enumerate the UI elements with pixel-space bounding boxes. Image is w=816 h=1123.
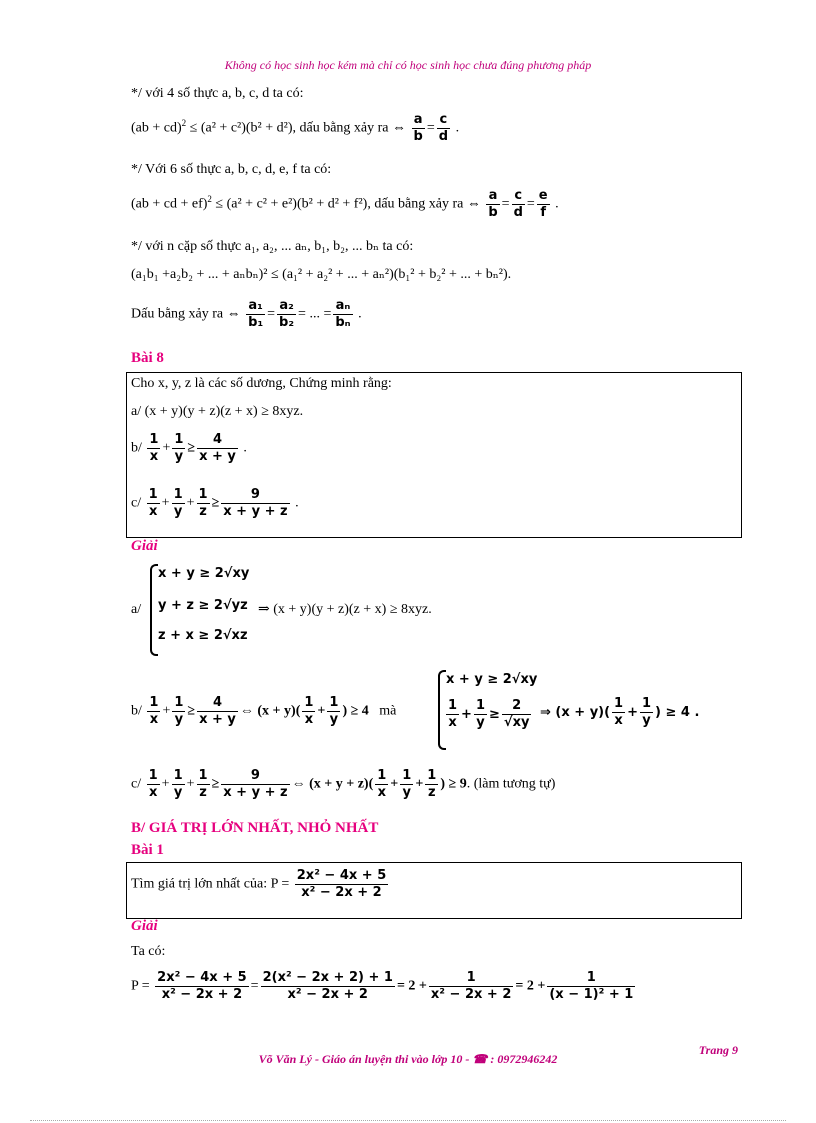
page-header: Không có học sinh học kém mà chỉ có học sinh học chưa đúng phương pháp — [224, 58, 592, 72]
bai1-question: Tìm giá trị lớn nhất của: P = $\frac{\text{2x² − 4x + 5}}{\text{x² − 2x + 2}}$ — [131, 868, 387, 900]
sol-a-label: a/ — [131, 602, 142, 617]
csn-equality: Dấu bằng xảy ra ⇔ $\frac{\text{a₁}}{\text{b₁}}$ = $\frac{\text{a₂}}{\text{b₂}}$ = ... = $\frac{\text{aₙ}}{\text{bₙ}}$ . — [131, 298, 362, 330]
sol-b-concl: ⇒ (x + y)( $\frac{1}{x}$ + $\frac{1}{y}$ ) ≥ 4 . — [540, 696, 700, 728]
giai-label: Giải — [131, 918, 158, 934]
bai8-a: a/ (x + y)(y + z)(z + x) ≥ 8xyz. — [131, 404, 304, 419]
bai8-c: c/ $\frac{1}{x}$ + $\frac{1}{y}$ + $\frac{1}{z}$ ≥ $\frac{9}{x + y + z}$ . — [131, 487, 299, 519]
section-b-title: B/ GIÁ TRỊ LỚN NHẤT, NHỎ NHẤT — [131, 820, 379, 836]
cs6-intro: */ Với 6 số thực a, b, c, d, e, f ta có: — [131, 162, 332, 177]
brace — [150, 564, 158, 656]
sol-c: c/ $\frac{1}{x}$ + $\frac{1}{y}$ + $\frac{1}{z}$ ≥ $\frac{9}{x + y + z}$ ⇔ (x + y + z)( $\frac{1}{x}$ + $\frac{1}{y}$ + $\frac{1}{z}$ ) ≥ 9. (làm tương tự) — [131, 768, 556, 800]
bai8-b: b/ $\frac{1}{x}$ + $\frac{1}{y}$ ≥ $\frac{4}{x + y}$ . — [131, 432, 247, 464]
page-number: Trang 9 — [698, 1043, 738, 1057]
page-footer: Võ Văn Lý - Giáo án luyện thi vào lớp 10 - ☎ : 0972946242 — [258, 1052, 558, 1066]
sol-b: b/ $\frac{1}{x}$ + $\frac{1}{y}$ ≥ $\frac{4}{x + y}$ ⇔ (x + y)( $\frac{1}{x}$ + $\frac{1}{y}$ ) ≥ 4 mà — [131, 695, 397, 727]
cs6-formula: (ab + cd + ef)$^2$ ≤ (a² + c² + e²)(b² + d² + f²), dấu bằng xảy ra ⇔ $\frac{a}{b}$ = $\frac{c}{d}$ = $\frac{e}{f}$ . — [131, 188, 559, 220]
bai1-title: Bài 1 — [131, 842, 164, 858]
csn-formula: (a₁b₁ +a₂b₂ + ... + aₙbₙ)² ≤ (a₁² + a₂² + ... + aₙ²)(b₁² + b₂² + ... + bₙ²). — [131, 267, 512, 282]
bai1-solution: P = $\frac{\text{2x² − 4x + 5}}{\text{x² − 2x + 2}}$ = $\frac{\text{2(x² − 2x + 2) + 1}}{\text{x² − 2x + 2}}$ = 2 + $\frac{1}{\text{x² − 2x + 2}}$ = 2 + $\frac{1}{\text{(x − 1)² + 1}}$ — [131, 970, 634, 1002]
sol-a-r3: z + x ≥ 2√xz — [158, 628, 248, 643]
cs4-formula: (ab + cd)$^2$ ≤ (a² + c²)(b² + d²), dấu bằng xảy ra ⇔ $\frac{a}{b}$ = $\frac{c}{d}$ . — [131, 112, 460, 144]
ta-co: Ta có: — [131, 944, 166, 959]
csn-intro: */ với n cặp số thực a₁, a₂, ... aₙ, b₁, b₂, ... bₙ ta có: — [131, 239, 414, 254]
sol-b-r1: x + y ≥ 2√xy — [446, 672, 538, 687]
bai8-title: Bài 8 — [131, 350, 164, 366]
sol-a-concl: ⇒ (x + y)(y + z)(z + x) ≥ 8xyz. — [258, 602, 432, 617]
giai-label: Giải — [131, 538, 158, 554]
bottom-divider — [30, 1120, 786, 1121]
sol-a-r1: x + y ≥ 2√xy — [158, 566, 250, 581]
cs4-intro: */ với 4 số thực a, b, c, d ta có: — [131, 86, 304, 101]
sol-a-r2: y + z ≥ 2√yz — [158, 598, 248, 613]
sol-b-r2: $\frac{1}{x}$ + $\frac{1}{y}$ ≥ $\frac{2}{√xy}$ — [448, 698, 530, 730]
bai8-line1: Cho x, y, z là các số dương, Chứng minh rằng: — [131, 376, 392, 391]
